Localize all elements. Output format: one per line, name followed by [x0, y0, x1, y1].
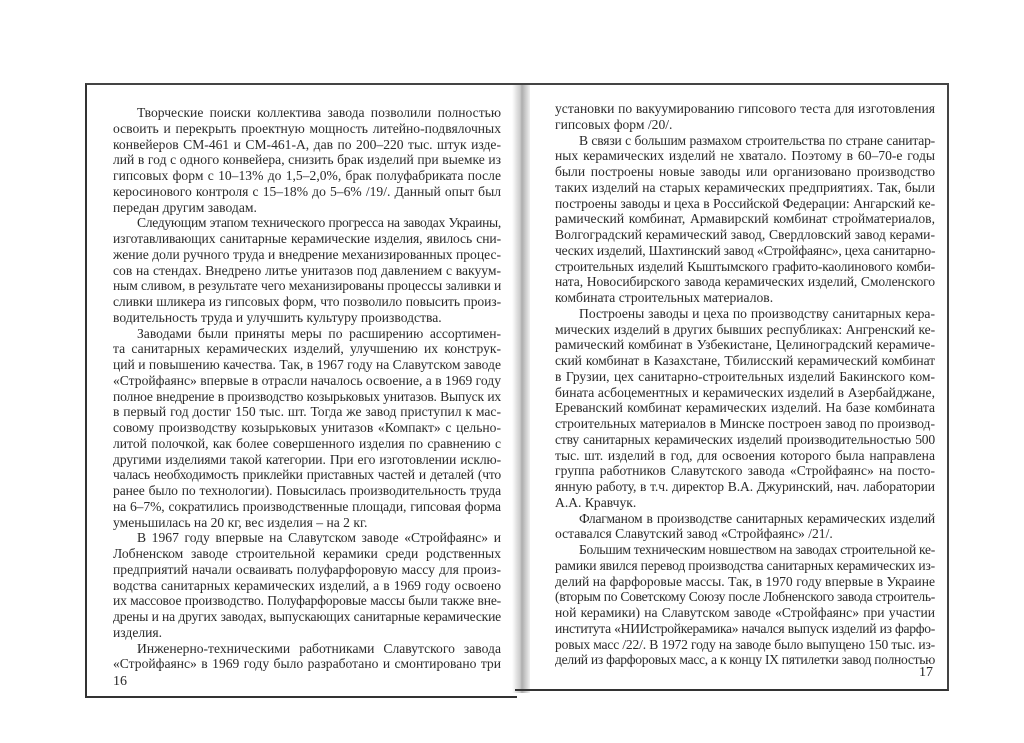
right-page	[515, 83, 949, 691]
text-line: установки по вакуумированию гипсового теста для изготовления	[555, 101, 935, 116]
text-line: делий из фарфоровых масс, а к концу IX пятилетки завод полностью	[555, 652, 935, 668]
text-line: янную работу, в т.ч. директор В.А. Джуринский, нач. лаборатории	[555, 479, 935, 494]
text-line: другими изделиями такой категории. При его изготовлении исклю-	[113, 451, 501, 467]
text-line: чалась необходимость приклейки приставных частей и деталей (что	[113, 467, 501, 483]
page-number: 17	[919, 665, 933, 680]
text-line: института «НИИстройкерамика» начался выпуск изделий из фарфо-	[555, 620, 935, 636]
text-line: полное внедрение в производство козырьковых унитазов. Выпуск их	[113, 388, 501, 404]
text-line: рамики явился перевод производства санитарных керамических из-	[555, 557, 935, 573]
text-line: водительность труда и улучшить культуру производства.	[113, 309, 442, 325]
text-line: гипсовых форм /20/.	[555, 116, 673, 132]
text-line: Заводами были приняты меры по расширению ассортимен-	[137, 325, 501, 341]
text-line: Ереванский комбинат керамических изделий. На базе комбината	[555, 400, 935, 416]
text-line: в Грузии, цех санитарно-строительных изделий Бакинского ком-	[555, 368, 935, 384]
text-line: их массовое производство. Полуфарфоровые массы были также вне-	[113, 593, 501, 609]
text-line: конвейеров СМ-461 и СМ-461-А, дав по 200–220 тыс. штук изде-	[113, 136, 501, 152]
text-line: освоить и перекрыть проектную мощность литейно-подвялочных	[113, 120, 501, 136]
text-line: ческих изделий, Шахтинский завод «Стройфаянс», цеха санитарно-	[555, 242, 936, 258]
text-line: керосинового контроля с 15–18% до 5–6% /19/. Данный опыт был	[113, 183, 501, 199]
text-line: та санитарных керамических изделий, улучшению их конструк-	[113, 341, 501, 357]
right-page-text	[555, 101, 935, 668]
text-line: дрены и на других заводах, выпускающих санитарные керамические	[113, 609, 501, 624]
text-line: В 1967 году впервые на Славутском заводе «Стройфаянс» и	[137, 530, 501, 546]
text-line: сов на стендах. Внедрено литье унитазов под давлением с вакуум-	[113, 262, 501, 278]
text-line: бината асбоцементных и керамических изделий в Азербайджане,	[555, 384, 935, 400]
text-line: передан другим заводам.	[113, 199, 257, 215]
text-line: ной керамики) на Славутском заводе «Стройфаянс» при участии	[555, 605, 935, 620]
page-number: 16	[113, 674, 127, 689]
text-line: тыс. шт. изделий в год, для освоения которого была направлена	[555, 447, 935, 463]
text-line: изготавливающих санитарные керамические изделия, явилось сни-	[113, 231, 501, 246]
text-line: Флагманом в производстве санитарных керамических изделий	[579, 510, 935, 526]
text-line: В связи с большим размахом строительства по стране санитар-	[579, 132, 935, 148]
text-line: жение доли ручного труда и внедрение механизированных процес-	[113, 246, 502, 262]
text-line: (вторым по Советскому Союзу после Лобненского завода строитель-	[555, 589, 935, 605]
text-line: оставался Славутский завод «Стройфаянс» /21/.	[555, 526, 833, 542]
text-line: были построены новые заводы или организовано производство	[555, 164, 935, 179]
left-page-text	[113, 105, 501, 672]
text-line: «Стройфаянс» впервые в отрасли началось освоение, а в 1969 году	[113, 372, 501, 388]
text-line: строительных изделий Кыштымского графито-каолинового комби-	[555, 258, 935, 274]
text-line: ский комбинат в Казахстане, Тбилисский керамический комбинат	[555, 353, 935, 368]
text-line: ната, Новосибирского завода керамических изделий, Смоленского	[555, 274, 935, 290]
left-page	[85, 83, 517, 698]
text-line: ций и повышению качества. Так, в 1967 году на Славутском заводе	[113, 357, 501, 372]
text-line: ству санитарных керамических изделий производительностью 500	[555, 431, 935, 447]
text-line: Лобненском заводе строительной керамики среди родственных	[113, 546, 501, 561]
text-line: «Стройфаянс» в 1969 году было разработано и смонтировано три	[113, 656, 501, 672]
text-line: ных керамических изделий не хватало. Поэтому в 60–70-е годы	[555, 148, 935, 164]
text-line: Следующим этапом технического прогресса на заводах Украины,	[137, 215, 501, 231]
text-line: совому производству козырьковых унитазов «Компакт» с цельно-	[113, 420, 501, 435]
text-line: Творческие поиски коллектива завода позволили полностью	[137, 105, 501, 120]
text-line: гипсовых форм с 10–13% до 1,5–2,0%, брак полуфабриката после	[113, 168, 501, 183]
text-line: Инженерно-техническими работниками Славутского завода	[137, 640, 501, 656]
text-line: делий на фарфоровые массы. Так, в 1970 году впервые в Украине	[555, 573, 935, 589]
text-line: водства санитарных керамических изделий, а в 1969 году освоено	[113, 577, 501, 593]
text-line: рамический комбинат в Узбекистане, Целиноградский керамиче-	[555, 337, 935, 353]
text-line: в первый год достиг 150 тыс. шт. Тогда же завод приступил к мас-	[113, 404, 501, 420]
text-line: строительных материалов в Минске построен завод по производ-	[555, 416, 935, 431]
text-line: Большим техническим новшеством на заводах строительной ке-	[579, 542, 935, 557]
text-line: изделия.	[113, 624, 163, 640]
text-line: лий в год с одного конвейера, снизить брак изделий при выемке из	[113, 152, 501, 168]
text-line: Волгоградский керамический завод, Свердловский завод керами-	[555, 227, 935, 242]
text-line: предприятий начали осваивать полуфарфоровую массу для произ-	[113, 561, 501, 577]
text-line: ным сливом, в результате чего механизированы процессы заливки и	[113, 278, 502, 294]
text-line: А.А. Кравчук.	[555, 494, 637, 510]
text-line: сливки шликера из гипсовых форм, что позволило повысить произ-	[113, 294, 501, 309]
text-line: группа работников Славутского завода «Стройфаянс» на посто-	[555, 463, 935, 479]
text-line: Построены заводы и цеха по производству санитарных кера-	[579, 305, 935, 321]
text-line: комбината строительных материалов.	[555, 290, 774, 305]
text-line: литой полочкой, как более совершенного изделия по сравнению с	[113, 435, 501, 451]
text-line: таких изделий на старых керамических предприятиях. Так, были	[555, 179, 935, 195]
text-line: мических изделий в других бывших республиках: Ангренский ке-	[555, 321, 935, 337]
text-line: ровых масс /22/. В 1972 году на заводе было выпущено 150 тыс. из-	[555, 636, 935, 652]
text-line: рамический комбинат, Армавирский комбинат стройматериалов,	[555, 211, 935, 227]
text-line: уменьшилась на 20 кг, вес изделия – на 2 кг.	[113, 514, 368, 530]
text-line: ранее было по технологии). Повысилась производительность труда	[113, 483, 501, 498]
text-line: построены заводы и цеха в Российской Федерации: Ангарский ке-	[555, 195, 935, 211]
text-line: на 6–7%, сократились производственные площади, гипсовая форма	[113, 498, 501, 514]
